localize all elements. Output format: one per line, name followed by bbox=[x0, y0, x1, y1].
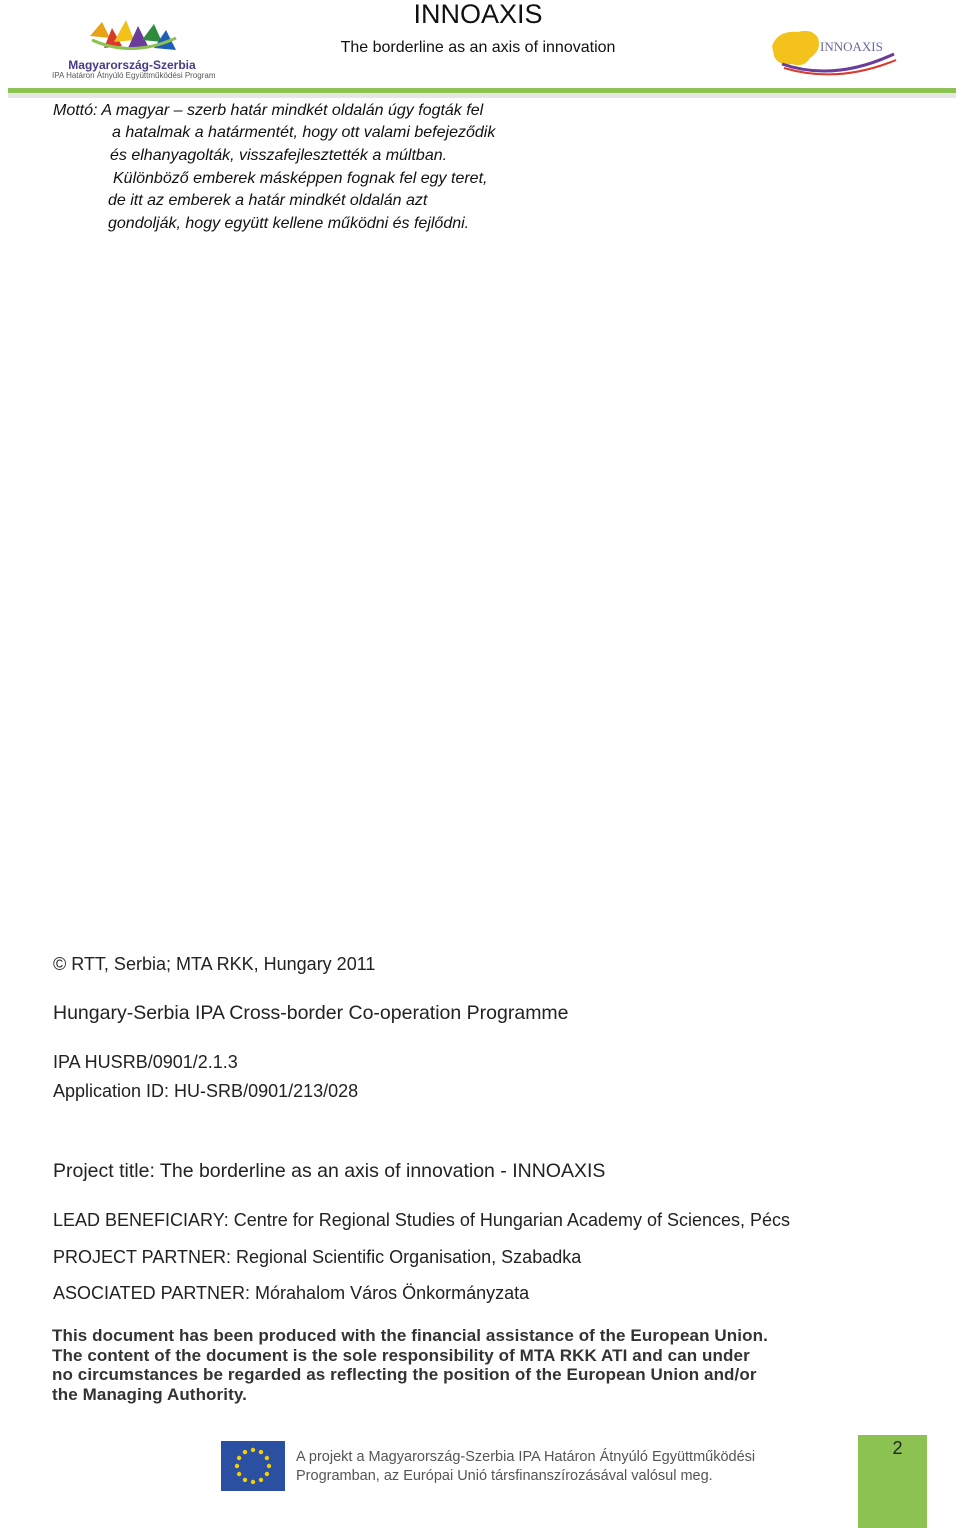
page-number: 2 bbox=[892, 1438, 903, 1458]
disclaimer-line-4: the Managing Authority. bbox=[52, 1385, 247, 1404]
eu-flag-icon bbox=[221, 1441, 285, 1491]
footer-cofinancing-line-1: A projekt a Magyarország-Szerbia IPA Határon Átnyúló Együttműködési bbox=[296, 1449, 756, 1465]
motto-line-2: a hatalmak a határmentét, hogy ott valami befejeződik bbox=[112, 124, 496, 141]
innoaxis-logo bbox=[764, 24, 904, 80]
eu-star bbox=[259, 1478, 263, 1482]
disclaimer-line-3: no circumstances be regarded as reflecting the position of the European Union and/or bbox=[52, 1365, 757, 1384]
header-rule-shadow bbox=[8, 93, 956, 98]
lead-beneficiary-label: LEAD BENEFICIARY bbox=[53, 1210, 224, 1230]
eu-star bbox=[251, 1480, 255, 1484]
lead-beneficiary bbox=[53, 1209, 790, 1231]
motto-line-4: Különböző emberek másképpen fognak fel egy teret, bbox=[113, 170, 488, 187]
motto-line-1: Mottó: A magyar – szerb határ mindkét oldalán úgy fogták fel bbox=[53, 102, 484, 119]
motto-line-6: gondolják, hogy együtt kellene működni és fejlődni. bbox=[108, 215, 470, 232]
eu-star bbox=[235, 1464, 239, 1468]
project-title: Project title: The borderline as an axis of innovation - INNOAXIS bbox=[53, 1160, 606, 1182]
lead-beneficiary-sep: : bbox=[223, 1210, 234, 1230]
application-id: Application ID: HU-SRB/0901/213/028 bbox=[53, 1081, 359, 1101]
motto-line-3: és elhanyagolták, visszafejlesztették a múltban. bbox=[110, 147, 448, 164]
header-title: INNOAXIS bbox=[413, 0, 543, 29]
eu-star bbox=[251, 1448, 255, 1452]
eu-star bbox=[267, 1464, 271, 1468]
footer-cofinancing-line-2: Programban, az Európai Unió társfinanszírozásával valósul meg. bbox=[296, 1468, 713, 1484]
disclaimer-line-1: This document has been produced with the financial assistance of the European Union. bbox=[52, 1326, 768, 1345]
programme-name: Hungary-Serbia IPA Cross-border Co-operation Programme bbox=[53, 1002, 569, 1024]
lead-beneficiary-value: Centre for Regional Studies of Hungarian Academy of Sciences, Pécs bbox=[233, 1210, 791, 1230]
eu-star bbox=[243, 1478, 247, 1482]
disclaimer-line-2: The content of the document is the sole responsibility of MTA RKK ATI and can under bbox=[52, 1346, 750, 1365]
eu-star bbox=[259, 1450, 263, 1454]
project-partner: PROJECT PARTNER: Regional Scientific Organisation, Szabadka bbox=[53, 1247, 582, 1267]
copyright-notice: © RTT, Serbia; MTA RKK, Hungary 2011 bbox=[53, 954, 376, 974]
eu-star bbox=[237, 1456, 241, 1460]
eu-star bbox=[237, 1472, 241, 1476]
motto-line-5: de itt az emberek a határ mindkét oldalán azt bbox=[108, 192, 428, 209]
logo-subtitle: IPA Határon Átnyúló Együttműködési Program bbox=[52, 71, 216, 80]
ipa-code: IPA HUSRB/0901/2.1.3 bbox=[53, 1052, 238, 1072]
eu-star bbox=[243, 1450, 247, 1454]
header-subtitle: The borderline as an axis of innovation bbox=[340, 39, 616, 56]
associated-partner: ASOCIATED PARTNER: Mórahalom Város Önkormányzata bbox=[53, 1283, 530, 1303]
logo-title: Magyarország-Szerbia bbox=[68, 58, 196, 72]
eu-star bbox=[265, 1456, 269, 1460]
eu-star bbox=[265, 1472, 269, 1476]
innoaxis-logo-text: INNOAXIS bbox=[820, 39, 883, 54]
